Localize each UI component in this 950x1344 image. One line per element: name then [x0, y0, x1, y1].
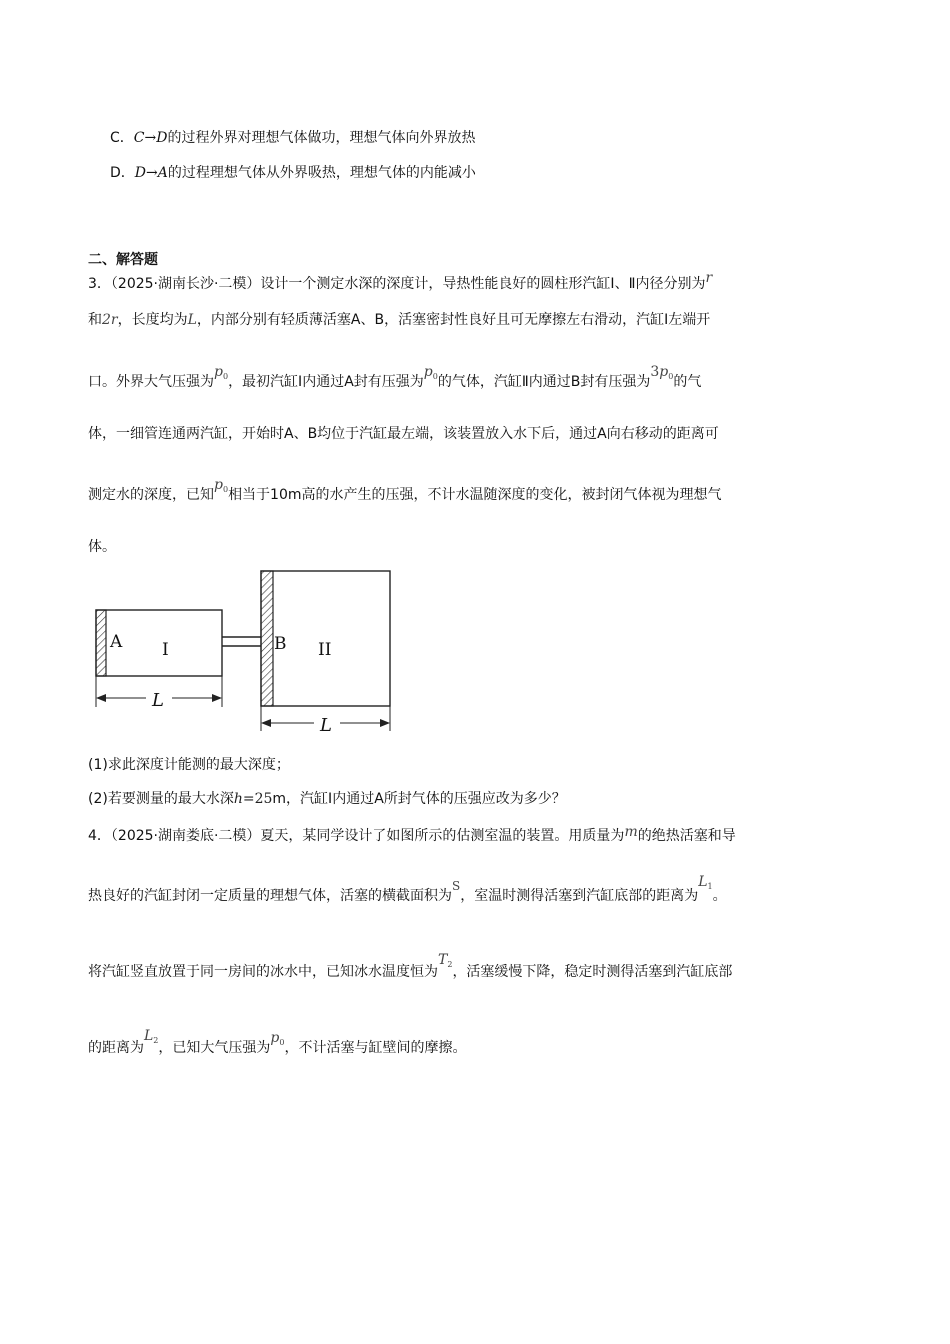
q4-line-3: [88, 952, 733, 987]
q3-text-5b: 相当于10m高的水产生的压强，不计水温随深度的变化，被封闭气体视为理想气: [228, 487, 722, 503]
label-b: B: [274, 634, 287, 654]
option-c-math: C→D: [133, 130, 168, 146]
option-c-label: C．: [110, 130, 134, 146]
q3-line-5: [88, 477, 722, 510]
q3-figure: [86, 565, 406, 745]
q4-math-p0: $p_0$: [270, 1030, 285, 1047]
q3-math-2r: 2r: [102, 312, 118, 328]
q4-text-1b: 的绝热活塞和导: [637, 828, 736, 844]
q3-text-5a: 测定水的深度，已知: [88, 487, 214, 503]
q4-text-2a: 热良好的汽缸封闭一定质量的理想气体，活塞的横截面积为: [88, 888, 452, 904]
q4-line-2: [88, 874, 727, 911]
option-c-text: 的过程外界对理想气体做功，理想气体向外界放热: [167, 130, 476, 146]
piston-b: [261, 571, 273, 706]
q4-math-l2: $L_2$: [144, 1028, 159, 1045]
q3-math-h: h: [233, 791, 243, 807]
q3-line-1: [88, 270, 713, 294]
q3-math-eq: =25: [242, 791, 273, 807]
q4-line-4: [88, 1028, 467, 1063]
option-d-text: 的过程理想气体从外界吸热，理想气体的内能减小: [167, 165, 476, 181]
q4-math-s: S: [452, 879, 461, 893]
q3-line-6: 体。: [88, 539, 116, 555]
q3-math-p0-b: $p_0$: [423, 364, 438, 381]
q4-line-1: [88, 826, 736, 846]
q3-math-3p0: $3p_0$: [650, 364, 674, 381]
q4-text-1a: 4．（2025·湖南娄底·二模）夏天，某同学设计了如图所示的估测室温的装置。用质量为: [88, 828, 625, 844]
q3-text-3a: 口。外界大气压强为: [88, 374, 214, 390]
q3-math-p0-c: $p_0$: [214, 477, 229, 494]
q3-text-2b: ，长度均为: [117, 312, 188, 328]
q4-text-4a: 的距离为: [88, 1040, 144, 1056]
q3-text-3d: 的气: [673, 374, 702, 390]
q3-line-4: 体，一细管连通两汽缸，开始时A、B均位于汽缸最左端，该装置放入水下后，通过A向右移动的距离可: [88, 426, 719, 442]
q3-line-2: [88, 310, 710, 330]
q4-math-l1: $L_1$: [698, 874, 713, 891]
q4-text-4c: ，不计活塞与缸壁间的摩擦。: [284, 1040, 467, 1056]
label-a: A: [110, 632, 123, 652]
q3-subq-2: [88, 789, 566, 809]
q3-text-3b: ，最初汽缸Ⅰ内通过A封有压强为: [228, 374, 424, 390]
q3-subq-2b: m，汽缸Ⅰ内通过A所封气体的压强应改为多少？: [272, 791, 566, 807]
q3-math-L: L: [187, 312, 197, 328]
q4-text-3a: 将汽缸竖直放置于同一房间的冰水中，已知冰水温度恒为: [88, 964, 438, 980]
q4-math-t2: $T_2$: [438, 952, 453, 969]
q4-text-4b: ，已知大气压强为: [158, 1040, 271, 1056]
q3-text-2c: ，内部分别有轻质薄活塞A、B，活塞密封性良好且可无摩擦左右滑动，汽缸Ⅰ左端开: [196, 312, 711, 328]
q4-text-2c: 。: [712, 888, 727, 904]
option-d: [110, 163, 476, 183]
q3-math-r: r: [705, 270, 713, 286]
q3-math-p0-a: $p_0$: [214, 364, 229, 381]
q3-text-3c: 的气体，汽缸Ⅱ内通过B封有压强为: [437, 374, 651, 390]
section-title: 二、解答题: [88, 252, 158, 268]
q3-subq-2a: (2)若要测量的最大水深: [88, 791, 234, 807]
dim-label-2: L: [320, 715, 332, 736]
option-c: [110, 128, 475, 148]
q3-line-3: [88, 364, 702, 397]
option-d-math: D→A: [134, 165, 168, 181]
label-cyl-1: I: [162, 640, 169, 660]
label-cyl-2: II: [318, 640, 332, 660]
q4-text-2b: ，室温时测得活塞到汽缸底部的距离为: [460, 888, 699, 904]
dim-label-1: L: [152, 690, 164, 711]
piston-a: [96, 610, 106, 676]
option-d-label: D．: [110, 165, 135, 181]
q3-text-2a: 和: [88, 312, 102, 328]
q4-text-3b: ，活塞缓慢下降，稳定时测得活塞到汽缸底部: [452, 964, 733, 980]
q4-math-m: m: [624, 824, 638, 840]
q3-subq-1: (1)求此深度计能测的最大深度；: [88, 757, 290, 773]
q3-text-1: 3．（2025·湖南长沙·二模）设计一个测定水深的深度计，导热性能良好的圆柱形汽缸Ⅰ、Ⅱ内径分别为: [88, 276, 706, 292]
